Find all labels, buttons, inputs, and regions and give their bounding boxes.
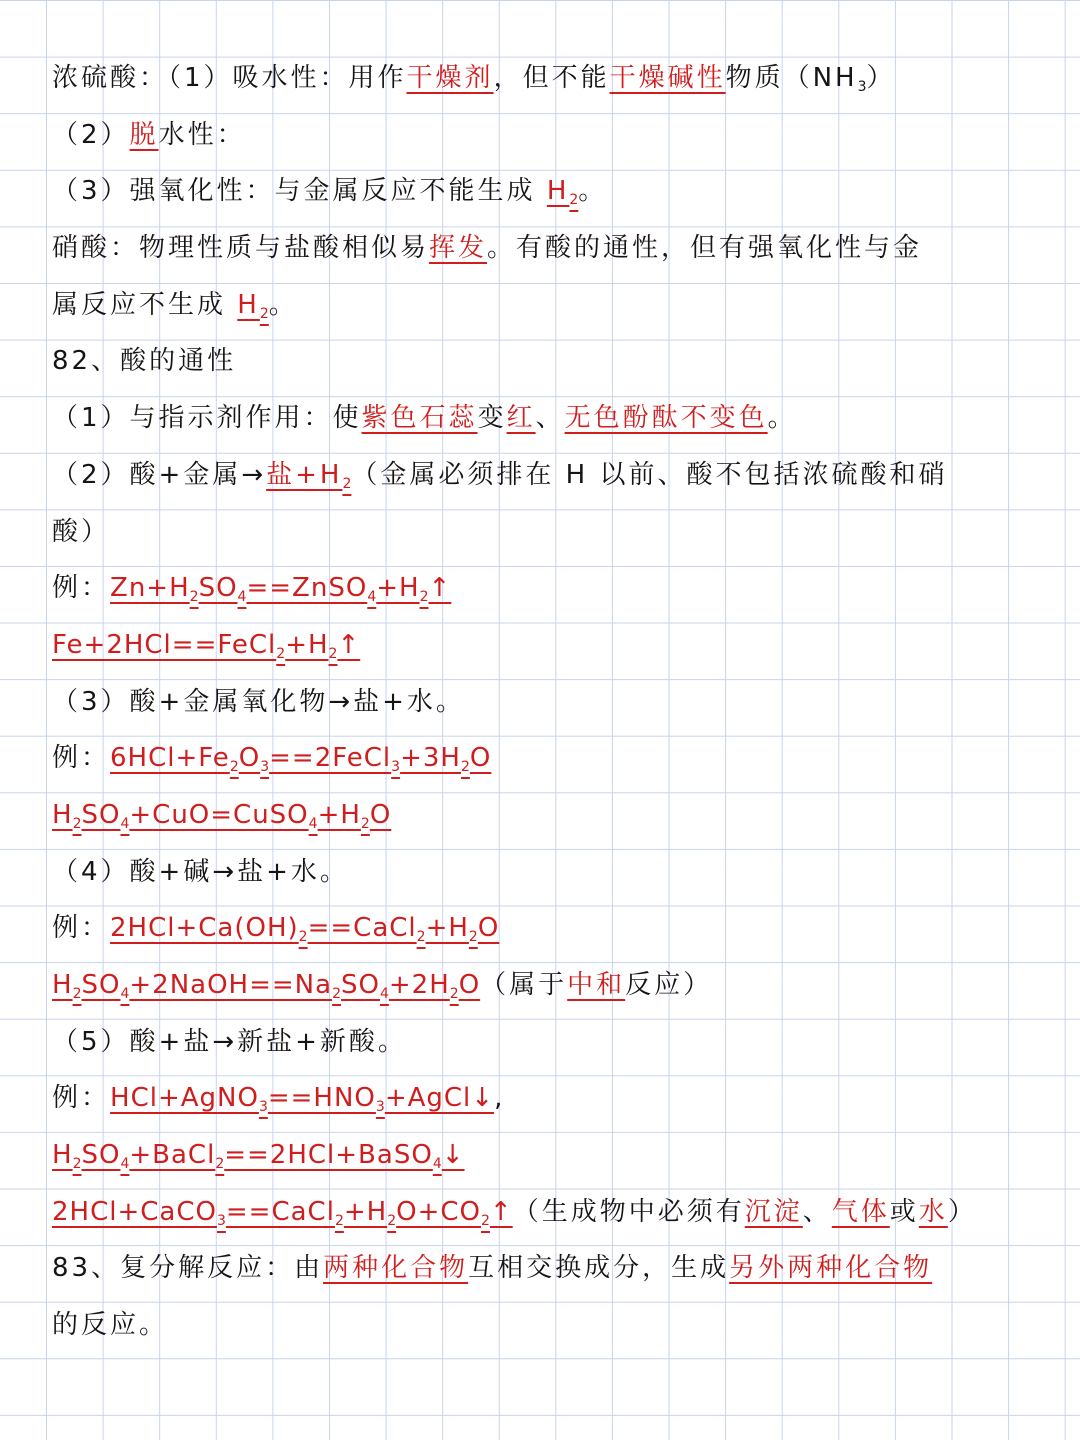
note-line <box>52 560 1042 617</box>
answer-text: H <box>52 970 73 1000</box>
answer-text: 无色酚酞不变色 <box>564 403 768 434</box>
answer-text: O <box>458 970 481 1000</box>
note-text: 互相交换成分，生成 <box>468 1253 730 1284</box>
answer-text: 2 <box>276 645 286 662</box>
note-text: ） <box>866 63 896 93</box>
answer-text: +2H <box>388 970 450 1000</box>
answer-text: ==CaCl <box>225 1196 335 1227</box>
answer-text: ==2HCl+BaSO <box>224 1140 433 1171</box>
note-text: 。有酸的通性，但有强氧化性与金 <box>487 233 923 264</box>
note-line <box>52 787 1042 844</box>
answer-text: +H <box>285 629 329 660</box>
answer-text: 2 <box>360 815 370 832</box>
answer-text: 2 <box>72 986 82 1002</box>
answer-text: ↓ <box>441 1140 465 1171</box>
answer-text: SO <box>340 970 380 1000</box>
note-text: （金属必须排在 H 以前、酸不包括浓硫酸和硝 <box>351 459 948 490</box>
answer-text: ↑ <box>337 629 361 660</box>
note-line <box>52 1070 1042 1127</box>
answer-text: SO <box>81 1140 121 1171</box>
answer-text: +BaCl <box>129 1140 216 1171</box>
note-line <box>52 844 1042 901</box>
answer-text: 2 <box>342 475 352 492</box>
answer-text: 2 <box>328 645 338 662</box>
answer-text: 3 <box>258 1099 268 1116</box>
note-line <box>52 957 1042 1014</box>
answer-text: 2 <box>298 929 308 946</box>
answer-text: 4 <box>120 1156 130 1173</box>
answer-text: 挥发 <box>429 233 488 264</box>
answer-text: Fe+2HCl==FeCl <box>52 629 277 660</box>
answer-text: 4 <box>120 986 130 1002</box>
answer-text: O <box>369 799 392 830</box>
answer-text: +AgCl↓ <box>384 1083 495 1114</box>
note-text: 例： <box>52 913 111 944</box>
note-line <box>52 1127 1042 1184</box>
answer-text: 脱 <box>129 119 159 150</box>
answer-text: SO <box>81 970 121 1000</box>
note-text: （3）酸+金属氧化物→盐+水。 <box>52 686 465 717</box>
note-line <box>52 504 1042 561</box>
note-text: （生成物中必须有 <box>512 1196 745 1227</box>
answer-text: 中和 <box>567 970 626 1000</box>
answer-text: ==ZnSO <box>246 573 368 604</box>
answer-text: 2 <box>332 986 341 1002</box>
note-text: , <box>494 1083 506 1114</box>
answer-text: 3 <box>216 1212 226 1229</box>
note-text: （2） <box>52 119 130 150</box>
answer-text: O+CO <box>396 1196 481 1227</box>
answer-text: 盐+H <box>266 459 343 490</box>
note-line <box>52 674 1042 731</box>
answer-text: 6HCl+Fe <box>110 743 230 774</box>
answer-text: 干燥剂 <box>406 63 494 93</box>
answer-text: 红 <box>506 403 536 434</box>
note-line <box>52 900 1042 957</box>
note-text: 例： <box>52 1083 111 1114</box>
note-text: ，但不能 <box>493 63 610 93</box>
note-text: （5）酸+盐→新盐+新酸。 <box>52 1026 407 1057</box>
answer-text: ==HNO <box>267 1083 376 1114</box>
note-text: （4）酸+碱→盐+水。 <box>52 856 349 887</box>
note-text: 。 <box>767 403 797 434</box>
answer-text: 2 <box>569 192 579 209</box>
note-line <box>52 1014 1042 1071</box>
answer-text: 3 <box>375 1099 385 1116</box>
note-line <box>52 333 1042 390</box>
note-line <box>52 50 1042 107</box>
answer-text: 沉淀 <box>744 1196 803 1227</box>
note-text: 。 <box>578 176 608 207</box>
answer-text: 2 <box>72 815 82 832</box>
answer-text: ↑ <box>428 573 452 604</box>
note-line <box>52 390 1042 447</box>
note-text: 属反应不生成 <box>52 289 238 320</box>
answer-text: 4 <box>367 589 377 606</box>
answer-text: O <box>238 743 261 774</box>
answer-text: 3 <box>391 759 401 776</box>
note-text: 酸） <box>52 516 111 547</box>
note-text: 、 <box>802 1196 832 1227</box>
note-line <box>52 220 1042 277</box>
note-line <box>52 1240 1042 1297</box>
answer-text: 4 <box>432 1156 442 1173</box>
answer-text: 2 <box>416 929 426 946</box>
answer-text: ==CaCl <box>307 913 417 944</box>
note-text: 变 <box>477 403 507 434</box>
note-text: 83、复分解反应：由 <box>52 1253 324 1284</box>
note-line <box>52 617 1042 674</box>
answer-text: 紫色石蕊 <box>361 403 478 434</box>
answer-text: +3H <box>400 743 461 774</box>
note-line <box>52 107 1042 164</box>
note-text: 、 <box>535 403 565 434</box>
answer-text: 2 <box>259 305 269 322</box>
answer-text: 4 <box>237 589 247 606</box>
note-line <box>52 447 1042 504</box>
note-text: 的反应。 <box>52 1310 169 1341</box>
answer-text: 2 <box>215 1156 225 1173</box>
answer-text: 气体 <box>831 1196 890 1227</box>
answer-text: 2 <box>460 759 470 776</box>
answer-text: 2 <box>419 589 429 606</box>
note-text: （2）酸+金属→ <box>52 459 267 490</box>
answer-text: +H <box>343 1196 388 1227</box>
note-text: 或 <box>889 1196 919 1227</box>
answer-text: H <box>52 1140 73 1171</box>
note-text: （属于 <box>480 970 568 1000</box>
note-line <box>52 277 1042 334</box>
note-text: （1）与指示剂作用：使 <box>52 403 362 434</box>
answer-text: +H <box>425 913 469 944</box>
note-text: 。 <box>268 289 298 320</box>
note-line <box>52 1184 1042 1241</box>
answer-text: 2HCl+CaCO <box>52 1196 217 1227</box>
answer-text: O <box>469 743 492 774</box>
answer-text: 2 <box>468 929 478 946</box>
note-line <box>52 730 1042 787</box>
answer-text: 2 <box>449 986 459 1002</box>
answer-text: H <box>237 289 260 320</box>
note-text: （3）强氧化性：与金属反应不能生成 <box>52 176 547 207</box>
answer-text: H <box>52 799 73 830</box>
answer-text: SO <box>81 799 121 830</box>
answer-text: 2 <box>334 1212 344 1229</box>
answer-text: 2 <box>189 589 199 606</box>
answer-text: HCl+AgNO <box>110 1083 259 1114</box>
answer-text: +H <box>376 573 420 604</box>
answer-text: Zn+H <box>110 573 190 604</box>
answer-text: H <box>546 176 570 207</box>
notes-page <box>52 50 1042 1354</box>
answer-text: 干燥碱性 <box>609 63 726 93</box>
note-text: 物质（NH <box>725 63 858 93</box>
answer-text: SO <box>198 573 238 604</box>
answer-text: 2 <box>72 1156 82 1173</box>
note-text: 浓硫酸：（1）吸水性：用作 <box>52 63 407 93</box>
note-text: 水性： <box>158 119 246 150</box>
note-text: 反应） <box>625 970 713 1000</box>
note-text: ） <box>947 1196 977 1227</box>
answer-text: 4 <box>308 815 318 832</box>
answer-text: 4 <box>120 815 130 832</box>
answer-text: 2 <box>229 759 239 776</box>
answer-text: 两种化合物 <box>323 1253 469 1284</box>
answer-text: +CuO=CuSO <box>129 799 309 830</box>
answer-text: ↑ <box>489 1196 513 1227</box>
subscript: 3 <box>857 79 867 95</box>
note-text: 82、酸的通性 <box>52 346 237 377</box>
answer-text: +H <box>317 799 361 830</box>
answer-text: ==2FeCl <box>269 743 392 774</box>
note-line <box>52 1297 1042 1354</box>
answer-text: 水 <box>918 1196 948 1227</box>
answer-text: O <box>477 913 500 944</box>
answer-text: +2NaOH==Na <box>129 970 333 1000</box>
note-text: 硝酸：物理性质与盐酸相似易 <box>52 233 430 264</box>
note-text: 例： <box>52 573 111 604</box>
answer-text: 2HCl+Ca(OH) <box>110 913 299 944</box>
answer-text: 3 <box>260 759 270 776</box>
note-line <box>52 163 1042 220</box>
note-text: 例： <box>52 743 111 774</box>
answer-text: 另外两种化合物 <box>729 1253 933 1284</box>
answer-text: 4 <box>379 986 389 1002</box>
answer-text: 2 <box>481 1212 490 1229</box>
answer-text: 2 <box>387 1212 397 1229</box>
